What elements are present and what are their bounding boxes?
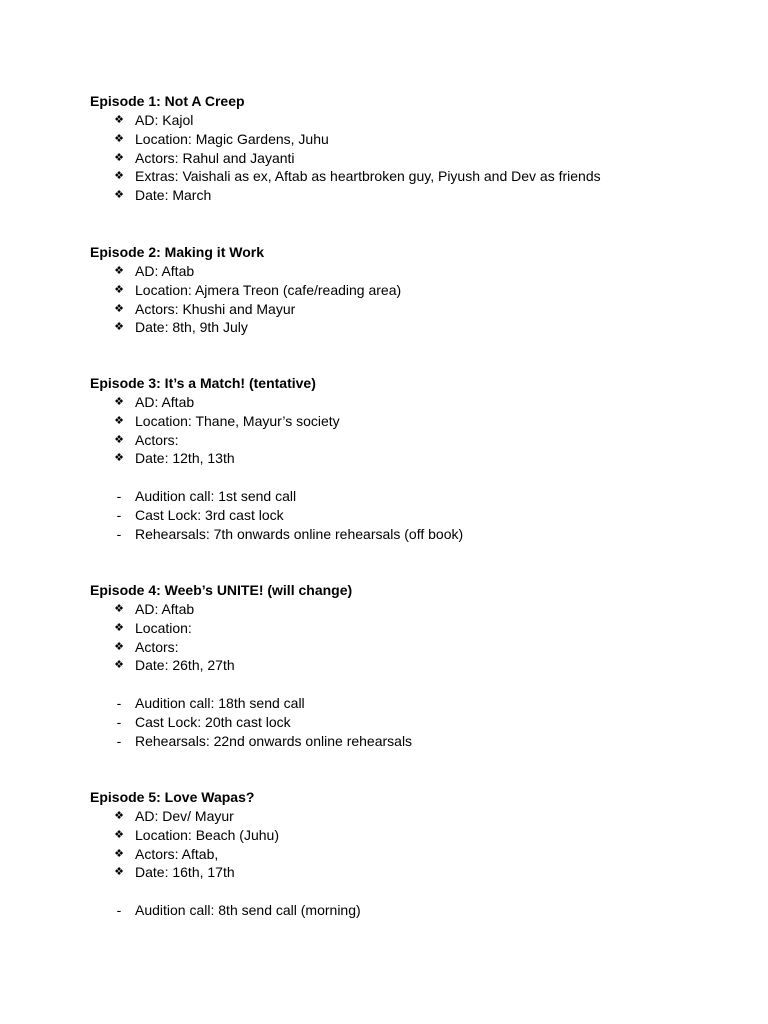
bullet-text: Location: — [135, 619, 192, 636]
bullet-item — [90, 262, 264, 281]
bullet-item — [90, 130, 329, 149]
bullet-item — [90, 111, 245, 130]
diamond-bullet-icon: ❖ — [114, 866, 124, 879]
bullet-item — [90, 431, 316, 450]
bullet-text: Date: 12th, 13th — [135, 450, 235, 467]
episode-section — [90, 92, 601, 205]
diamond-bullet-icon: ❖ — [114, 114, 124, 126]
dash-bullet-icon: - — [116, 901, 122, 918]
bullet-item — [90, 186, 245, 205]
bullet-text: AD: Kajol — [135, 112, 194, 128]
diamond-bullet-icon: ❖ — [114, 189, 124, 202]
bullet-text: Location: Magic Gardens, Juhu — [135, 130, 329, 147]
diamond-bullet-icon: ❖ — [114, 828, 124, 841]
episode-title: Episode 1: Not A Creep — [90, 93, 245, 109]
dash-bullet-icon: - — [116, 694, 122, 711]
diamond-bullet-icon: ❖ — [114, 621, 124, 634]
note-item — [90, 901, 361, 920]
bullet-item — [90, 845, 254, 864]
note-item — [90, 732, 413, 751]
bullet-text: Actors: Aftab, — [135, 845, 219, 862]
bullet-item — [90, 281, 402, 300]
bullet-item — [90, 167, 601, 186]
bullet-item — [90, 826, 279, 845]
diamond-bullet-icon: ❖ — [114, 302, 124, 315]
bullet-item — [90, 318, 264, 337]
dash-bullet-icon: - — [116, 732, 122, 749]
episode-title: Episode 3: It’s a Match! (tentative) — [90, 375, 316, 391]
diamond-bullet-icon: ❖ — [114, 132, 124, 145]
bullet-text: Date: March — [135, 187, 212, 204]
bullet-text: Actors: — [135, 638, 179, 655]
note-text: Cast Lock: 20th cast lock — [135, 713, 291, 730]
diamond-bullet-icon: ❖ — [114, 321, 124, 334]
diamond-bullet-icon: ❖ — [114, 452, 124, 465]
diamond-bullet-icon: ❖ — [114, 265, 124, 277]
note-text: Rehearsals: 7th onwards online rehearsals (off book) — [135, 525, 464, 542]
bullet-text: Actors: — [135, 431, 179, 448]
bullet-item — [90, 300, 296, 319]
diamond-bullet-icon: ❖ — [114, 433, 124, 446]
note-item — [90, 487, 316, 506]
note-text: Audition call: 18th send call — [135, 694, 305, 711]
bullet-item — [90, 600, 352, 619]
episode-section — [90, 243, 402, 337]
dash-bullet-icon: - — [116, 713, 122, 730]
diamond-bullet-icon: ❖ — [114, 847, 124, 860]
note-item — [90, 506, 316, 525]
bullet-text: Extras: Vaishali as ex, Aftab as heartbroken guy, Piyush and Dev as friends — [135, 168, 601, 185]
note-text: Audition call: 8th send call (morning) — [135, 901, 361, 918]
diamond-bullet-icon: ❖ — [114, 396, 124, 408]
bullet-text: Location: Beach (Juhu) — [135, 826, 279, 843]
episode-section — [90, 374, 464, 543]
diamond-bullet-icon: ❖ — [114, 151, 124, 164]
dash-bullet-icon: - — [116, 506, 122, 523]
spacer — [90, 882, 254, 901]
bullet-text: Date: 16th, 17th — [135, 864, 235, 881]
bullet-item — [90, 656, 352, 675]
bullet-text: Date: 26th, 27th — [135, 657, 235, 674]
bullet-item — [90, 412, 340, 431]
spacer — [90, 468, 316, 487]
episode-section — [90, 581, 413, 750]
bullet-text: Actors: Rahul and Jayanti — [135, 149, 295, 166]
bullet-item — [90, 863, 254, 882]
diamond-bullet-icon: ❖ — [114, 414, 124, 427]
episode-title: Episode 2: Making it Work — [90, 244, 264, 260]
bullet-text: Date: 8th, 9th July — [135, 319, 248, 336]
note-item — [90, 694, 352, 713]
note-item — [90, 525, 464, 544]
bullet-text: AD: Aftab — [135, 263, 195, 279]
episode-section — [90, 788, 361, 920]
note-text: Rehearsals: 22nd onwards online rehearsals — [135, 732, 413, 749]
bullet-text: AD: Aftab — [135, 394, 195, 410]
diamond-bullet-icon: ❖ — [114, 603, 124, 615]
diamond-bullet-icon: ❖ — [114, 640, 124, 653]
note-text: Audition call: 1st send call — [135, 487, 297, 504]
bullet-text: AD: Dev/ Mayur — [135, 808, 234, 824]
diamond-bullet-icon: ❖ — [114, 659, 124, 672]
bullet-text: Location: Ajmera Treon (cafe/reading area) — [135, 281, 402, 298]
bullet-item — [90, 619, 352, 638]
bullet-text: Location: Thane, Mayur’s society — [135, 412, 340, 429]
spacer — [90, 675, 352, 694]
bullet-item — [90, 393, 316, 412]
episode-title: Episode 5: Love Wapas? — [90, 789, 255, 805]
diamond-bullet-icon: ❖ — [114, 810, 124, 822]
note-item — [90, 713, 352, 732]
diamond-bullet-icon: ❖ — [114, 170, 124, 183]
dash-bullet-icon: - — [116, 487, 122, 504]
bullet-item — [90, 149, 295, 168]
dash-bullet-icon: - — [116, 525, 122, 542]
diamond-bullet-icon: ❖ — [114, 283, 124, 296]
bullet-item — [90, 449, 316, 468]
episode-title: Episode 4: Weeb’s UNITE! (will change) — [90, 582, 353, 598]
bullet-text: Actors: Khushi and Mayur — [135, 300, 296, 317]
bullet-item — [90, 807, 254, 826]
bullet-item — [90, 638, 352, 657]
note-text: Cast Lock: 3rd cast lock — [135, 506, 284, 523]
bullet-text: AD: Aftab — [135, 601, 195, 617]
